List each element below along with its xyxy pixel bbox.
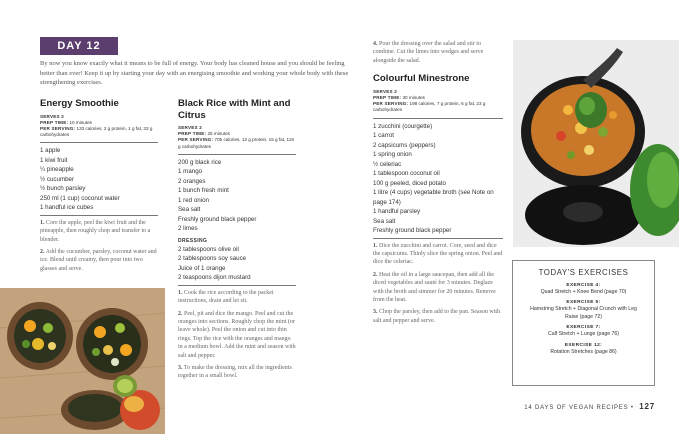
ingredient: Sea salt <box>178 206 201 214</box>
ingredient: 1 spring onion <box>373 151 412 159</box>
ingredient: 1 apple <box>40 147 61 155</box>
page-footer <box>524 402 655 411</box>
todays-exercises-box <box>512 260 655 386</box>
exercise-text: Rotation Stretches (page 86) <box>550 348 617 355</box>
step-number: 3. <box>178 365 183 372</box>
ingredient: Sea salt <box>373 217 396 225</box>
step-number: 2. <box>40 249 45 256</box>
recipe-title: Colourful Minestrone <box>373 73 470 85</box>
step-text: Core the apple, peel the kiwi fruit and the pineapple, then roughly chop and transfer to a blender. <box>40 219 151 243</box>
prep-value: 30 minutes <box>402 94 425 100</box>
serves-label: SERVES 2 <box>373 88 397 94</box>
ingredient-list <box>40 146 158 213</box>
ingredient: ½ bunch parsley <box>40 185 86 193</box>
ingredient: 200 g black rice <box>178 158 222 166</box>
per-serving-value: 705 calories, 13 g protein, 15 g fat, 119 g carbohydrates <box>178 137 294 149</box>
per-serving-value: 198 calories, 7 g protein, 6 g fat, 23 g carbohydrates <box>373 101 486 113</box>
exercises-heading: TODAY'S EXERCISES <box>538 268 629 277</box>
prep-value: 25 minutes <box>207 131 230 137</box>
ingredient-list <box>373 122 503 236</box>
exercise-label: EXERCISE 4: <box>566 283 601 288</box>
ingredient: Freshly ground black pepper <box>373 227 452 235</box>
method-step <box>178 364 296 381</box>
ingredient: ½ cucumber <box>40 175 75 183</box>
divider <box>373 118 503 119</box>
method-steps <box>373 242 503 326</box>
per-serving-label: PER SERVING: <box>40 125 76 131</box>
smoothie-bowls-illustration <box>0 288 165 434</box>
ingredient: Juice of 1 orange <box>178 264 226 272</box>
method-step <box>178 310 296 360</box>
step-text: Heat the oil in a large saucepan, then add all the diced vegetables and sauté for 3 minutes. Deglaze with the broth and simmer for 20 minutes. Remove from the heat. <box>373 271 496 303</box>
per-serving-value: 133 calories, 2 g protein, 1 g fat, 33 g carbohydrates <box>40 125 153 138</box>
ingredient: 2 teaspoons dijon mustard <box>178 274 251 282</box>
per-serving-label: PER SERVING: <box>178 137 214 143</box>
step-text: To make the dressing, mix all the ingredients together in a small bowl. <box>178 365 292 380</box>
ingredient: 1 bunch fresh mint <box>178 187 229 195</box>
ingredient: 1 kiwi fruit <box>40 156 68 164</box>
exercise-label: EXERCISE 5: <box>566 300 601 306</box>
divider <box>373 238 503 239</box>
ingredient: 1 mango <box>178 168 203 176</box>
method-step <box>373 40 503 65</box>
step-text: Pour the dressing over the salad and stir to combine. Cut the limes into wedges and serve alongside the salad. <box>373 41 484 64</box>
serves-label: SERVES 2 <box>178 125 202 130</box>
intro-paragraph: By now you know exactly what it means to be full of energy. Your body has cleaned house and you should be feeling better than ever! Keep it up by starting your day with an energising smoothie and working your whole body with these strengthening exercises. <box>40 60 349 86</box>
prep-label: PREP TIME: <box>178 131 207 137</box>
ingredient: 2 capsicums (peppers) <box>373 141 436 149</box>
method-step <box>373 242 503 267</box>
step-number: 1. <box>178 289 183 296</box>
method-step <box>373 308 503 325</box>
ingredient: 2 oranges <box>178 177 206 185</box>
ingredient: Freshly ground black pepper <box>178 215 257 223</box>
exercise-text: Quad Stretch + Knee Bend (page 70) <box>540 289 627 295</box>
ingredient: 2 tablespoons olive oil <box>178 245 239 253</box>
step-text: Add the cucumber, parsley, coconut water and ice. Blend until creamy, then pour into two glasses and serve. <box>40 249 157 272</box>
ingredient: 1 tablespoon coconut oil <box>373 170 440 178</box>
per-serving-label: PER SERVING: <box>373 101 409 107</box>
step-number: 2. <box>373 271 378 278</box>
day-badge <box>40 37 118 55</box>
divider <box>40 142 158 143</box>
ingredient: 1 handful parsley <box>373 208 421 216</box>
step-text: Cook the rice according to the packet instructions, drain and let sit. <box>178 289 274 305</box>
recipe-meta <box>373 89 503 114</box>
prep-label: PREP TIME: <box>40 119 69 125</box>
day-label: DAY 12 <box>57 40 101 52</box>
exercise-item <box>513 325 654 338</box>
exercise-text: Calf Stretch + Lunge (page 76) <box>547 331 620 338</box>
book-title: 14 DAYS OF VEGAN RECIPES <box>524 405 629 411</box>
ingredient: 1 litre (4 cups) vegetable broth (see Note on page 174) <box>373 189 494 206</box>
recipe-black-rice <box>178 98 296 385</box>
exercise-item <box>513 283 654 296</box>
serves-label: SERVES 2 <box>40 113 64 119</box>
method-steps <box>40 219 158 273</box>
divider <box>178 154 296 155</box>
step-number: 1. <box>40 219 45 226</box>
page-number: 127 <box>639 402 655 411</box>
prep-value: 10 minutes <box>69 119 92 125</box>
exercise-item <box>513 343 654 356</box>
footer-separator: • <box>630 405 634 411</box>
ingredient: 2 tablespoons soy sauce <box>178 255 247 263</box>
method-step <box>178 289 296 306</box>
ingredient: 250 ml (1 cup) coconut water <box>40 194 120 202</box>
ingredient: 1 zucchini (courgette) <box>373 122 433 130</box>
recipe-meta <box>178 125 296 150</box>
method-step <box>373 271 503 305</box>
ingredient: 1 red onion <box>178 196 209 204</box>
ingredient: 1 handful ice cubes <box>40 204 94 212</box>
exercise-label: EXERCISE 12: <box>564 342 603 348</box>
minestrone-pot-illustration <box>513 40 679 247</box>
prep-label: PREP TIME: <box>373 94 402 100</box>
step-text: Dice the zucchini and carrot. Core, seed and dice the capsicums. Thinly slice the spring onion. Peel and dice the celeriac. <box>373 242 503 266</box>
exercise-text: Hamstring Stretch + Diagonal Crunch with Leg Raise (page 72) <box>530 306 637 320</box>
ingredient: ¼ pineapple <box>40 166 74 174</box>
continued-steps <box>373 40 503 65</box>
dressing-heading: DRESSING <box>178 237 208 244</box>
step-number: 1. <box>373 242 378 249</box>
exercise-label: EXERCISE 7: <box>566 325 601 331</box>
exercise-item <box>513 300 654 321</box>
smoothie-bowls-photo <box>0 288 165 434</box>
step-number: 3. <box>373 309 378 316</box>
method-step <box>40 248 158 273</box>
step-text: Peel, pit and dice the mango. Peel and cut the oranges into sections. Roughly chop the mint (or leave whole). Peel the onion and cut into thin rings. Top the rice with the oranges and mango in a medium bowl. Add the mint and season with salt and pepper. <box>178 310 296 359</box>
recipe-title: Black Rice with Mint and Citrus <box>178 98 291 121</box>
step-number: 2. <box>178 310 183 317</box>
recipe-title: Energy Smoothie <box>40 98 119 109</box>
step-text: Chop the parsley, then add to the pan. Season with salt and pepper and serve. <box>373 309 501 324</box>
ingredient-list <box>178 158 296 234</box>
step-number: 4. <box>373 41 378 47</box>
ingredient: 1 carrot <box>373 132 394 140</box>
recipe-meta <box>40 114 158 139</box>
method-step <box>40 219 158 244</box>
dressing-list <box>178 245 296 283</box>
divider <box>40 215 158 216</box>
method-steps <box>178 289 296 381</box>
recipe-minestrone-column <box>373 40 503 329</box>
divider <box>178 285 296 286</box>
ingredient: 2 limes <box>178 225 198 233</box>
ingredient: 100 g peeled, diced potato <box>373 179 446 187</box>
minestrone-pot-photo <box>513 40 679 247</box>
ingredient: ½ celeriac <box>373 160 402 168</box>
recipe-energy-smoothie <box>40 98 158 277</box>
